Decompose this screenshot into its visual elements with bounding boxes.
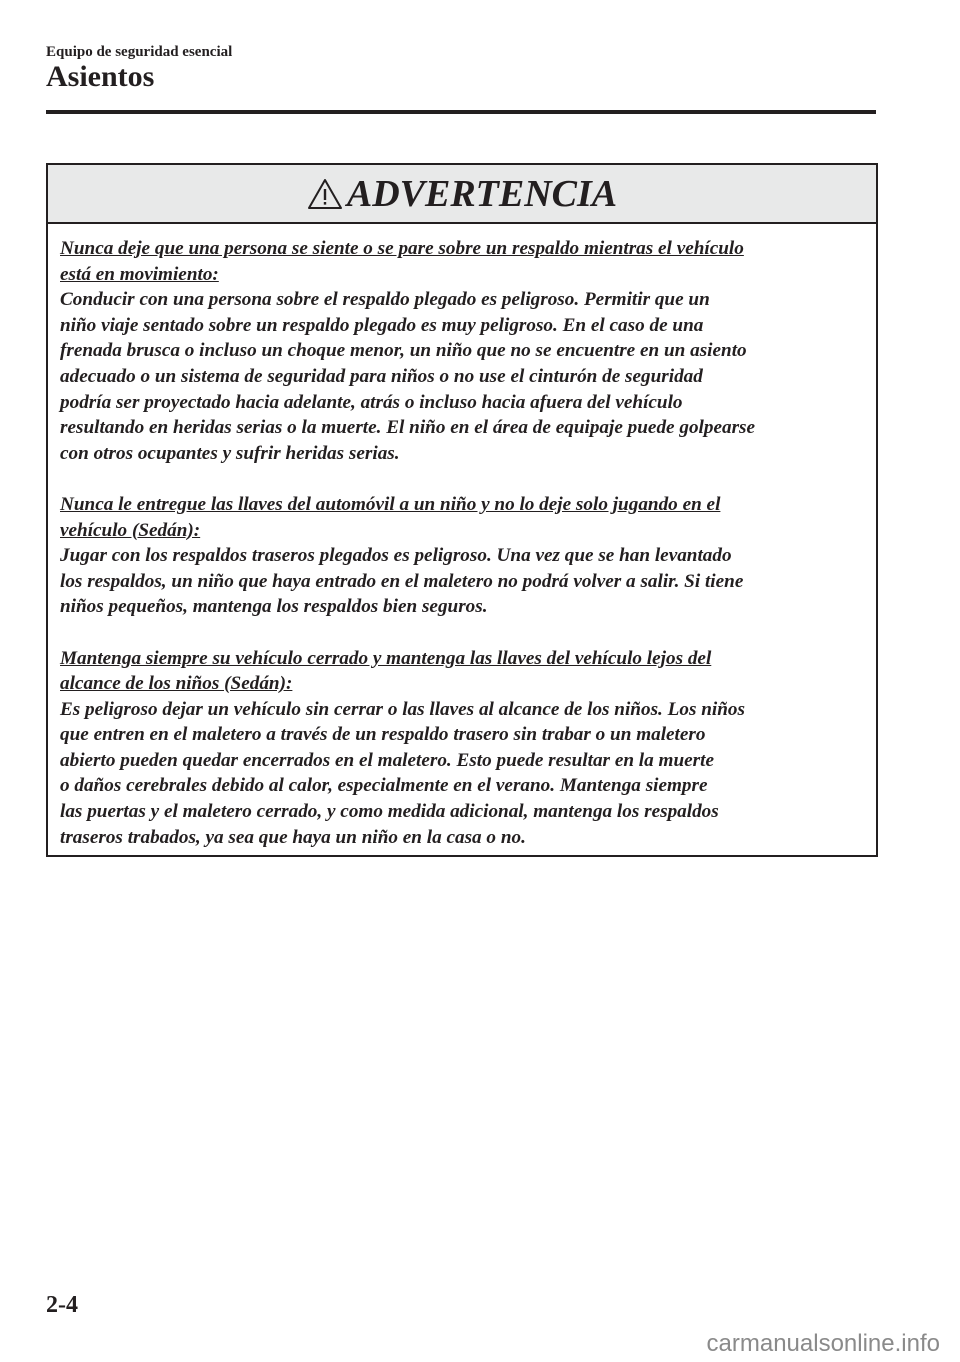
paragraph-heading-line: Nunca deje que una persona se siente o se pare sobre un respaldo mientras el vehículo: [60, 238, 744, 259]
warning-paragraph: [60, 492, 866, 620]
paragraph-body-line: o daños cerebrales debido al calor, especialmente en el verano. Mantenga siempre: [60, 775, 708, 797]
warning-box: [46, 163, 878, 857]
paragraph-heading-line: Nunca le entregue las llaves del automóvil a un niño y no lo deje solo jugando en el: [60, 493, 721, 515]
paragraph-body-line: niños pequeños, mantenga los respaldos bien seguros.: [60, 596, 488, 618]
paragraph-heading-line: Mantenga siempre su vehículo cerrado y mantenga las llaves del vehículo lejos del: [60, 647, 712, 669]
page-number: 2-4: [46, 1292, 78, 1318]
watermark: carmanualsonline.info: [706, 1330, 940, 1357]
paragraph-body-line: frenada brusca o incluso un choque menor, un niño que no se encuentre en un asiento: [60, 340, 747, 362]
title-divider: [46, 110, 876, 114]
paragraph-body-line: traseros trabados, ya sea que haya un niño en la casa o no.: [60, 826, 526, 848]
paragraph-body-line: Conducir con una persona sobre el respaldo plegado es peligroso. Permitir que un: [60, 289, 710, 311]
paragraph-heading-line: alcance de los niños (Sedán):: [60, 673, 293, 695]
paragraph-body-line: podría ser proyectado hacia adelante, atrás o incluso hacia afuera del vehículo: [60, 391, 683, 413]
paragraph-heading-line: vehículo (Sedán):: [60, 519, 201, 541]
warning-header: [48, 165, 876, 224]
warning-content: [48, 224, 876, 850]
page-title: Asientos: [46, 60, 155, 93]
warning-paragraph: [60, 646, 866, 851]
paragraph-body-line: Jugar con los respaldos traseros plegados es peligroso. Una vez que se han levantado: [60, 545, 732, 567]
warning-title: ADVERTENCIA: [346, 172, 618, 215]
paragraph-body-line: con otros ocupantes y sufrir heridas serias.: [60, 442, 400, 464]
paragraph-body-line: niño viaje sentado sobre un respaldo plegado es muy peligroso. En el caso de una: [60, 314, 704, 336]
paragraph-body-line: Es peligroso dejar un vehículo sin cerrar o las llaves al alcance de los niños. Los niños: [60, 698, 745, 720]
warning-paragraph: [60, 236, 866, 466]
paragraph-body-line: abierto pueden quedar encerrados en el maletero. Esto puede resultar en la muerte: [60, 749, 714, 771]
paragraph-body-line: las puertas y el maletero cerrado, y como medida adicional, mantenga los respaldos: [60, 801, 719, 823]
paragraph-body-line: adecuado o un sistema de seguridad para niños o no use el cinturón de seguridad: [60, 365, 703, 387]
warning-triangle-icon: [307, 178, 343, 210]
paragraph-heading-line: está en movimiento:: [60, 263, 219, 285]
paragraph-body-line: que entren en el maletero a través de un respaldo trasero sin trabar o un maletero: [60, 724, 706, 746]
paragraph-body-line: los respaldos, un niño que haya entrado en el maletero no podrá volver a salir. Si tiene: [60, 570, 744, 592]
paragraph-body-line: resultando en heridas serias o la muerte. El niño en el área de equipaje puede golpearse: [60, 417, 756, 439]
section-label: Equipo de seguridad esencial: [46, 44, 233, 60]
